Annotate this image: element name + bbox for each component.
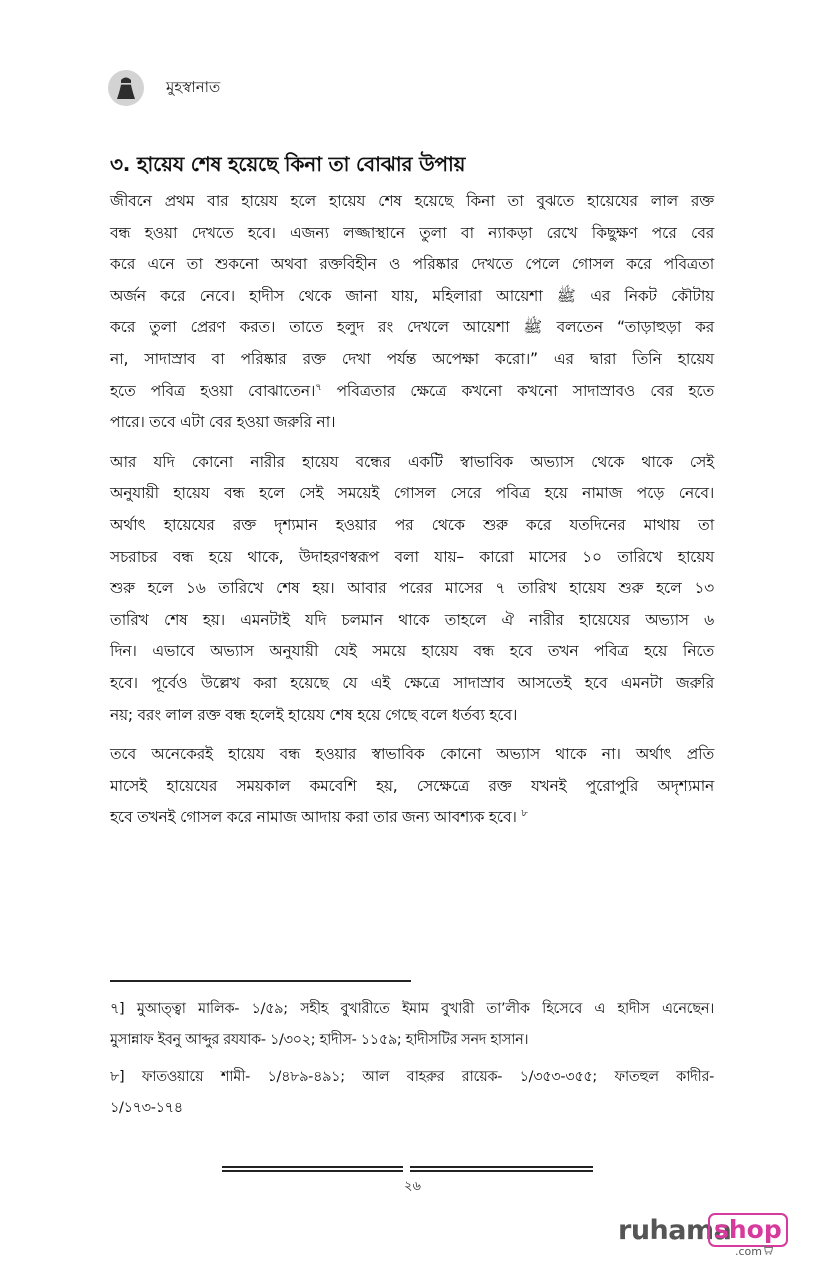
page-number: ২৬ bbox=[404, 1179, 421, 1194]
brand-name-ruhama: ruhama bbox=[618, 1215, 732, 1246]
section-heading: ৩. হায়েয শেষ হয়েছে কিনা তা বোঝার উপায় bbox=[110, 152, 466, 176]
brand-name-shop: shop bbox=[708, 1213, 788, 1247]
footnote-line: ৭] মুআত্ত্বা মালিক- ১/৫৯; সহীহ বুখারীতে ইমাম বুখারী তা’লীক হিসেবে এ হাদীস এনেছেন। bbox=[110, 1001, 714, 1017]
footnote-ref-7[interactable]: ৭ bbox=[315, 381, 322, 393]
text-segment: পবিত্রতার ক্ষেত্রে কখনো কখনো সাদাস্রাবও বের হতে bbox=[321, 381, 714, 400]
text-line: তবে অনেকেরই হায়েয বন্ধ হওয়ার স্বাভাবিক কোনো অভ্যাস থাকে না। অর্থাৎ প্রতি bbox=[110, 745, 714, 764]
footnote-7 bbox=[110, 994, 714, 1056]
text-line: হবে। পূর্বেও উল্লেখ করা হয়েছে যে এই ক্ষেত্রে সাদাস্রাব আসতেই হবে এমনটা জরুরি bbox=[110, 673, 714, 692]
shopping-cart-icon bbox=[762, 1245, 773, 1258]
text-line-with-footnote bbox=[110, 376, 714, 408]
text-line: দিন। এভাবে অভ্যাস অনুযায়ী যেই সময়ে হায়েয বন্ধ হবে তখন পবিত্র হয়ে নিতে bbox=[110, 642, 714, 661]
paragraph-3 bbox=[110, 739, 714, 834]
page-footer-rule-left bbox=[222, 1166, 403, 1172]
running-header bbox=[108, 68, 220, 108]
text-line: অর্থাৎ হায়েযের রক্ত দৃশ্যমান হওয়ার পর থেকে শুরু করে যতদিনের মাথায় তা bbox=[110, 515, 714, 534]
niqab-woman-icon bbox=[108, 70, 144, 106]
text-line: মাসেই হায়েযের সময়কাল কমবেশি হয়, সেক্ষেত্রে রক্ত যখনই পুরোপুরি অদৃশ্যমান bbox=[110, 776, 714, 795]
brand-suffix bbox=[735, 1245, 773, 1258]
footnote-line: ৮] ফাতওয়ায়ে শামী- ১/৪৮৯-৪৯১; আল বাহরুর রায়েক- ১/৩৫৩-৩৫৫; ফাতহুল কাদীর- bbox=[110, 1069, 714, 1085]
footnotes bbox=[110, 994, 714, 1130]
text-line-with-footnote bbox=[110, 802, 714, 834]
paragraph-1 bbox=[110, 186, 714, 439]
text-line: পারে। তবে এটা বের হওয়া জরুরি না। bbox=[110, 413, 336, 432]
text-segment: হতে পবিত্র হওয়া বোঝাতেন। bbox=[110, 381, 316, 400]
text-line: জীবনে প্রথম বার হায়েয হলে হায়েয শেষ হয়েছে কিনা তা বুঝতে হায়েযের লাল রক্ত bbox=[110, 192, 714, 210]
footnote-line: মুসান্নাফ ইবনু আব্দুর রযযাক- ১/৩০২; হাদীস- ১১৫৯; হাদীসটির সনদ হাসান। bbox=[110, 1032, 529, 1048]
text-line: শুরু হলে ১৬ তারিখে শেষ হয়। আবার পরের মাসের ৭ তারিখ হায়েয শুরু হলে ১৩ bbox=[110, 579, 714, 598]
main-content bbox=[110, 148, 714, 842]
text-line: না, সাদাস্রাব বা পরিষ্কার রক্ত দেখা পর্যন্ত অপেক্ষা করো।” এর দ্বারা তিনি হায়েয bbox=[110, 349, 714, 368]
text-line: অর্জন করে নেবে। হাদীস থেকে জানা যায়, মহিলারা আয়েশা ﷺ এর নিকট কৌটায় bbox=[110, 286, 715, 305]
footnote-line: ১/১৭৩-১৭৪ bbox=[110, 1100, 183, 1116]
text-line: করে তুলা প্রেরণ করত। তাতে হলুদ রং দেখলে আয়েশা ﷺ বলতেন “তাড়াহুড়া কর bbox=[110, 318, 714, 337]
footnote-ref-8[interactable]: ৮ bbox=[521, 808, 528, 820]
text-line: করে এনে তা শুকনো অথবা রক্তবিহীন ও পরিষ্কার দেখতে পেলে গোসল করে পবিত্রতা bbox=[110, 255, 714, 274]
text-line: সচরাচর বন্ধ হয়ে থাকে, উদাহরণস্বরূপ বলা যায়– কারো মাসের ১০ তারিখে হায়েয bbox=[110, 547, 714, 566]
text-line: নয়; বরং লাল রক্ত বন্ধ হলেই হায়েয শেষ হয়ে গেছে বলে ধর্তব্য হবে। bbox=[110, 705, 518, 724]
footnote-8 bbox=[110, 1062, 714, 1124]
brand-logo bbox=[618, 1213, 782, 1258]
text-line: বন্ধ হওয়া দেখতে হবে। এজন্য লজ্জাস্থানে তুলা বা ন্যাকড়া রেখে কিছুক্ষণ পরে বের bbox=[110, 223, 714, 242]
brand-suffix-text: .com bbox=[735, 1245, 762, 1258]
footnote-separator bbox=[110, 980, 411, 982]
text-line: আর যদি কোনো নারীর হায়েয বন্ধের একটি স্বাভাবিক অভ্যাস থেকে থাকে সেই bbox=[110, 452, 714, 471]
page-footer-rule-right bbox=[410, 1166, 593, 1172]
paragraph-2 bbox=[110, 447, 714, 731]
text-line: অনুযায়ী হায়েয বন্ধ হলে সেই সময়েই গোসল সেরে পবিত্র হয়ে নামাজ পড়ে নেবে। bbox=[110, 484, 714, 503]
running-title: মুহস্বানাত bbox=[166, 77, 221, 96]
text-line: তারিখ শেষ হয়। এমনটাই যদি চলমান থাকে তাহলে ঐ নারীর হায়েযের অভ্যাস ৬ bbox=[110, 610, 714, 629]
text-segment: হবে তখনই গোসল করে নামাজ আদায় করা তার জন্য আবশ্যক হবে। bbox=[110, 808, 522, 827]
